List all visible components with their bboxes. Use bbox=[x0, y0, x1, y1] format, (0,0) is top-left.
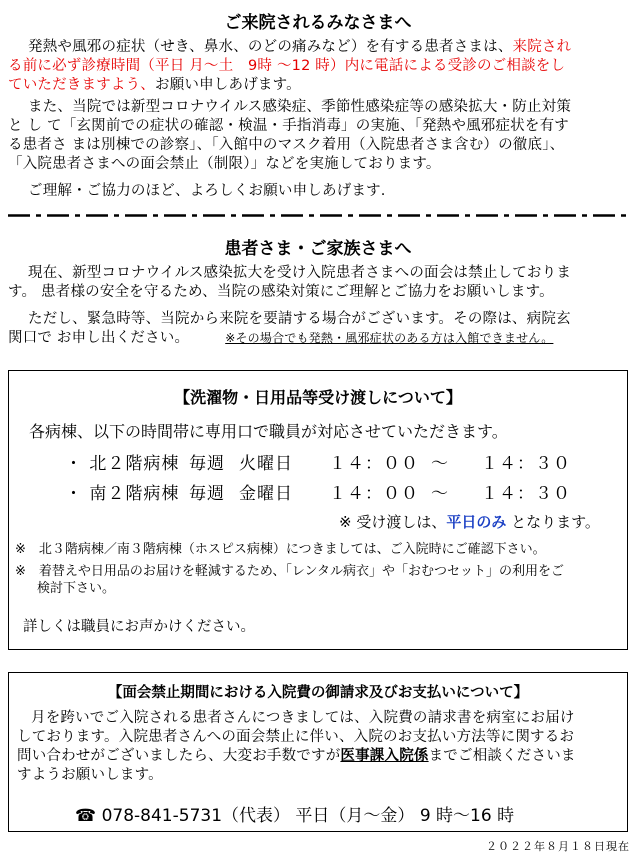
billing-box bbox=[8, 672, 628, 832]
section2-para2: ただし、緊急時等、当院から来院を要請する場合がございます。その際は、病院玄 関口で お申し出ください。 ※その場合でも発熱・風邪症状のある方は入館できません。 bbox=[8, 311, 571, 346]
laundry-note-rental: ※ 着替えや日用品のお届けを軽減するため、「レンタル病衣」や「おむつセット」の利用をご 検討下さい。 bbox=[15, 564, 565, 596]
dash-divider bbox=[8, 214, 628, 217]
section1-title: ご来院されるみなさまへ bbox=[224, 13, 412, 33]
date-stamp: ２０２２年８月１８日現在 bbox=[486, 840, 630, 853]
section1-para1: 発熱や風邪の症状（せき、鼻水、のどの痛みなど）を有する患者さまは、来院され る前に必ず診療時間（平日 月〜土 9時 〜12 時）内に電話による受診のご相談をし ていただきますよう、お願い申しあげます。 bbox=[8, 39, 572, 93]
section2-title: 患者さま・ご家族さまへ bbox=[224, 239, 412, 259]
laundry-box bbox=[8, 370, 628, 650]
entry-restriction-note: ※その場合でも発熱・風邪症状のある方は入館できません。 bbox=[225, 331, 554, 345]
section2-para1: 現在、新型コロナウイルス感染拡大を受け入院患者さまへの面会は禁止しておりま す。 患者様の安全を守るため、当院の感染対策にご理解とご協力をお願いします。 bbox=[8, 265, 572, 300]
phone-number[interactable]: 078-841-5731（代表） 平日（月〜金） 9 時〜16 時 bbox=[101, 806, 515, 826]
billing-phone-line bbox=[75, 801, 514, 826]
laundry-row: ・ 北２階病棟 毎週 火曜日 １４：００ 〜 １４：３０ bbox=[65, 454, 571, 474]
billing-title: 【面会禁止期間における入院費の御請求及びお支払いについて】 bbox=[107, 685, 529, 701]
billing-dept: 医事課入院係 bbox=[340, 748, 429, 764]
laundry-row: ・ 南２階病棟 毎週 金曜日 １４：００ 〜 １４：３０ bbox=[65, 484, 571, 504]
billing-body: 月を跨いでご入院される患者さんにつきましては、入院費の請求書を病室にお届け しております。入院患者さんへの面会禁止に伴い、入院のお支払い方法等に関するお 問い合わせがございましたら、大変お手数ですが医事課入院係までご相談くださいま すようお願いします。 bbox=[17, 710, 576, 783]
weekday-only-note: ※ 受け渡しは、平日のみ となります。 bbox=[339, 513, 600, 531]
phone-icon: ☎ bbox=[75, 806, 97, 826]
section1-para2: また、当院では新型コロナウイルス感染症、季節性感染症等の感染拡大・防止対策 と し て「玄関前での症状の確認・検温・手指消毒」の実施、「発熱や風邪症状を有す る患者さ まは別棟での診察」、「入館中のマスク着用（入院患者さま含む）の徹底」、 「入院患者さまへの面会禁止（制限）」などを実施しております。 bbox=[8, 99, 572, 172]
laundry-title: 【洗濯物・日用品等受け渡しについて】 bbox=[174, 388, 462, 407]
section1-para3: ご理解・ご協力のほど、よろしくお願い申しあげます. bbox=[28, 183, 386, 199]
laundry-intro: 各病棟、以下の時間帯に専用口で職員が対応させていただきます。 bbox=[29, 422, 508, 441]
laundry-closing: 詳しくは職員にお声かけください。 bbox=[23, 619, 255, 635]
laundry-note-3f: ※ 北３階病棟／南３階病棟（ホスピス病棟）につきましては、ご入院時にご確認下さい。 bbox=[15, 542, 546, 557]
